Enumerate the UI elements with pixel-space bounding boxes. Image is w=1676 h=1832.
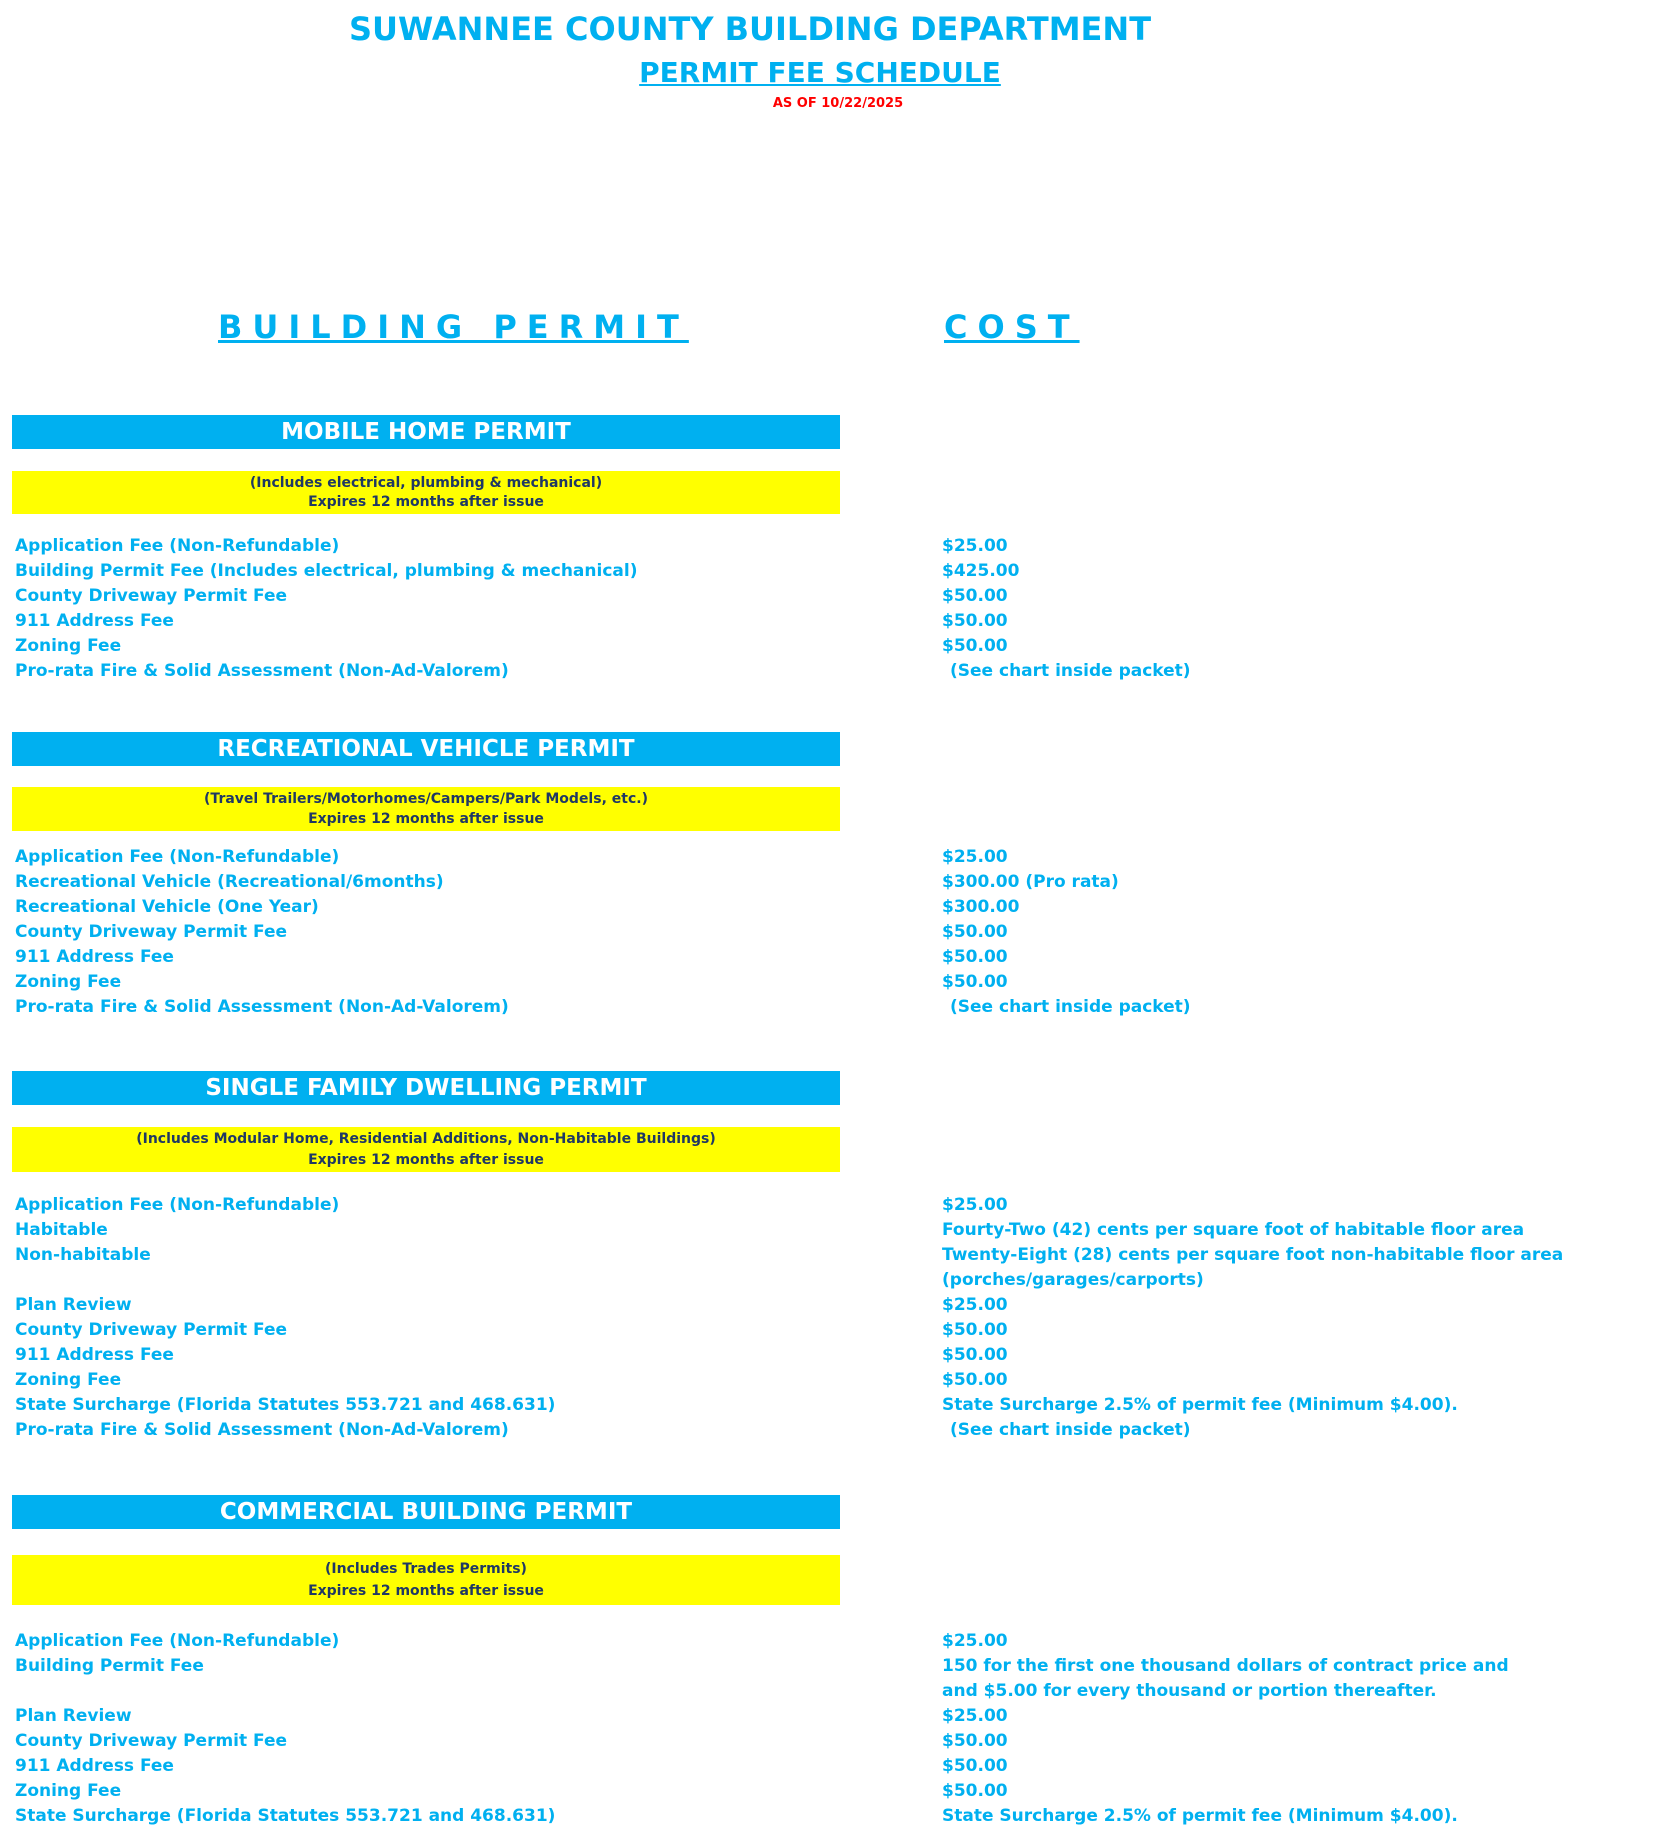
section-note-recreational-vehicle [12, 787, 840, 831]
fee-label: Pro-rata Fire & Solid Assessment (Non-Ad-Valorem) [15, 1420, 509, 1440]
fee-label: Application Fee (Non-Refundable) [15, 1631, 340, 1651]
fee-row [15, 636, 1495, 661]
fee-label: Habitable [15, 1220, 108, 1240]
fee-label: Zoning Fee [15, 1370, 122, 1390]
fee-row [15, 1756, 1495, 1781]
fee-row [15, 947, 1495, 972]
fee-label: 911 Address Fee [15, 947, 174, 967]
fee-cost: $300.00 [942, 897, 1020, 917]
fee-row [15, 1631, 1495, 1656]
fee-cost: $25.00 [942, 1706, 1008, 1726]
column-heading-building-permit: BUILDING PERMIT [218, 308, 689, 346]
section-note-line: (Includes Modular Home, Residential Additions, Non-Habitable Buildings) [136, 1131, 716, 1148]
fee-row [15, 1195, 1495, 1220]
fee-cost: (See chart inside packet) [950, 661, 1191, 681]
fee-cost: $50.00 [942, 1370, 1008, 1390]
fee-cost: $25.00 [942, 1295, 1008, 1315]
fee-cost: (porches/garages/carports) [942, 1270, 1204, 1290]
fee-label: Zoning Fee [15, 1781, 122, 1801]
fee-label: Recreational Vehicle (One Year) [15, 897, 319, 917]
fee-label: County Driveway Permit Fee [15, 1731, 288, 1751]
fee-label: Plan Review [15, 1706, 132, 1726]
fee-cost: $50.00 [942, 1756, 1008, 1776]
fee-label: Plan Review [15, 1295, 132, 1315]
fee-cost: $425.00 [942, 561, 1020, 581]
fee-label: County Driveway Permit Fee [15, 1320, 288, 1340]
fee-cost: Twenty-Eight (28) cents per square foot non-habitable floor area [942, 1245, 1564, 1265]
fee-row [15, 1270, 1495, 1295]
fee-cost: $25.00 [942, 536, 1008, 556]
section-note-line: (Includes electrical, plumbing & mechanical) [249, 474, 603, 491]
section-note-single-family-dwelling [12, 1127, 840, 1172]
fee-cost: $50.00 [942, 586, 1008, 606]
fee-label: Application Fee (Non-Refundable) [15, 536, 340, 556]
fee-row [15, 1295, 1495, 1320]
section-note-expiry: Expires 12 months after issue [308, 1583, 544, 1599]
fee-row [15, 1220, 1525, 1245]
fee-cost: $50.00 [942, 1320, 1008, 1340]
fee-row [15, 872, 1495, 897]
fee-label: Recreational Vehicle (Recreational/6months) [15, 872, 444, 892]
fee-row [15, 611, 1495, 636]
page-subtitle: PERMIT FEE SCHEDULE [639, 56, 1001, 89]
fee-row [15, 1731, 1495, 1756]
section-note-expiry: Expires 12 months after issue [308, 811, 544, 827]
fee-row [15, 1656, 1509, 1681]
fee-cost: State Surcharge 2.5% of permit fee (Minimum $4.00). [942, 1395, 1458, 1415]
fee-cost: $50.00 [942, 611, 1008, 631]
fee-cost: $25.00 [942, 1631, 1008, 1651]
fee-row [15, 1320, 1495, 1345]
fee-row [15, 1395, 1495, 1420]
fee-row [15, 536, 1495, 561]
section-header-commercial-building: COMMERCIAL BUILDING PERMIT [12, 1495, 840, 1529]
fee-row [15, 847, 1495, 872]
fee-label: Zoning Fee [15, 972, 122, 992]
as-of-date: AS OF 10/22/2025 [772, 96, 904, 111]
fee-label: State Surcharge (Florida Statutes 553.721 and 468.631) [15, 1395, 556, 1415]
fee-row [15, 661, 1495, 686]
fee-label: Application Fee (Non-Refundable) [15, 847, 340, 867]
column-heading-cost: COST [944, 308, 1080, 346]
fee-cost: (See chart inside packet) [950, 997, 1191, 1017]
fee-cost: $50.00 [942, 922, 1008, 942]
section-header-recreational-vehicle: RECREATIONAL VEHICLE PERMIT [12, 732, 840, 766]
fee-row [15, 1806, 1495, 1831]
fee-cost: Fourty-Two (42) cents per square foot of habitable floor area [942, 1220, 1525, 1240]
section-note-mobile-home [12, 471, 840, 514]
fee-cost: $50.00 [942, 636, 1008, 656]
fee-cost: 150 for the first one thousand dollars of contract price and [942, 1656, 1509, 1676]
section-note-line: (Includes Trades Permits) [325, 1561, 527, 1577]
fee-row [15, 1681, 1495, 1706]
fee-label: Non-habitable [15, 1245, 151, 1265]
fee-label: Building Permit Fee [15, 1656, 204, 1676]
fee-row [15, 1781, 1495, 1806]
fee-cost: $300.00 (Pro rata) [942, 872, 1119, 892]
fee-label: 911 Address Fee [15, 1756, 174, 1776]
fee-cost: State Surcharge 2.5% of permit fee (Minimum $4.00). [942, 1806, 1458, 1826]
fee-label: Zoning Fee [15, 636, 122, 656]
fee-label: Pro-rata Fire & Solid Assessment (Non-Ad-Valorem) [15, 997, 509, 1017]
fee-row [15, 1706, 1495, 1731]
fee-label: State Surcharge (Florida Statutes 553.721 and 468.631) [15, 1806, 556, 1826]
fee-cost: $50.00 [942, 1781, 1008, 1801]
fee-row [15, 1245, 1564, 1270]
fee-cost: (See chart inside packet) [950, 1420, 1191, 1440]
fee-row [15, 1345, 1495, 1370]
fee-label: 911 Address Fee [15, 1345, 174, 1365]
section-note-commercial-building [12, 1555, 840, 1605]
page-title: SUWANNEE COUNTY BUILDING DEPARTMENT [348, 10, 1152, 48]
section-header-mobile-home: MOBILE HOME PERMIT [12, 415, 840, 449]
fee-label: County Driveway Permit Fee [15, 922, 288, 942]
fee-cost: $50.00 [942, 1731, 1008, 1751]
fee-row [15, 586, 1495, 611]
fee-label: Pro-rata Fire & Solid Assessment (Non-Ad-Valorem) [15, 661, 509, 681]
fee-cost: $25.00 [942, 847, 1008, 867]
section-note-expiry: Expires 12 months after issue [308, 1151, 544, 1168]
fee-row [15, 922, 1495, 947]
fee-label: 911 Address Fee [15, 611, 174, 631]
fee-label: County Driveway Permit Fee [15, 586, 288, 606]
fee-cost: and $5.00 for every thousand or portion thereafter. [942, 1681, 1437, 1701]
fee-row [15, 561, 1495, 586]
fee-row [15, 1370, 1495, 1395]
fee-cost: $25.00 [942, 1195, 1008, 1215]
fee-row [15, 972, 1495, 997]
section-header-single-family-dwelling: SINGLE FAMILY DWELLING PERMIT [12, 1071, 840, 1105]
fee-row [15, 997, 1495, 1022]
fee-row [15, 897, 1495, 922]
fee-cost: $50.00 [942, 947, 1008, 967]
section-note-line: (Travel Trailers/Motorhomes/Campers/Park Models, etc.) [204, 791, 648, 807]
fee-label: Building Permit Fee (Includes electrical, plumbing & mechanical) [15, 561, 638, 581]
fee-cost: $50.00 [942, 972, 1008, 992]
section-note-expiry: Expires 12 months after issue [308, 494, 544, 511]
fee-row [15, 1420, 1495, 1445]
fee-cost: $50.00 [942, 1345, 1008, 1365]
fee-label: Application Fee (Non-Refundable) [15, 1195, 340, 1215]
